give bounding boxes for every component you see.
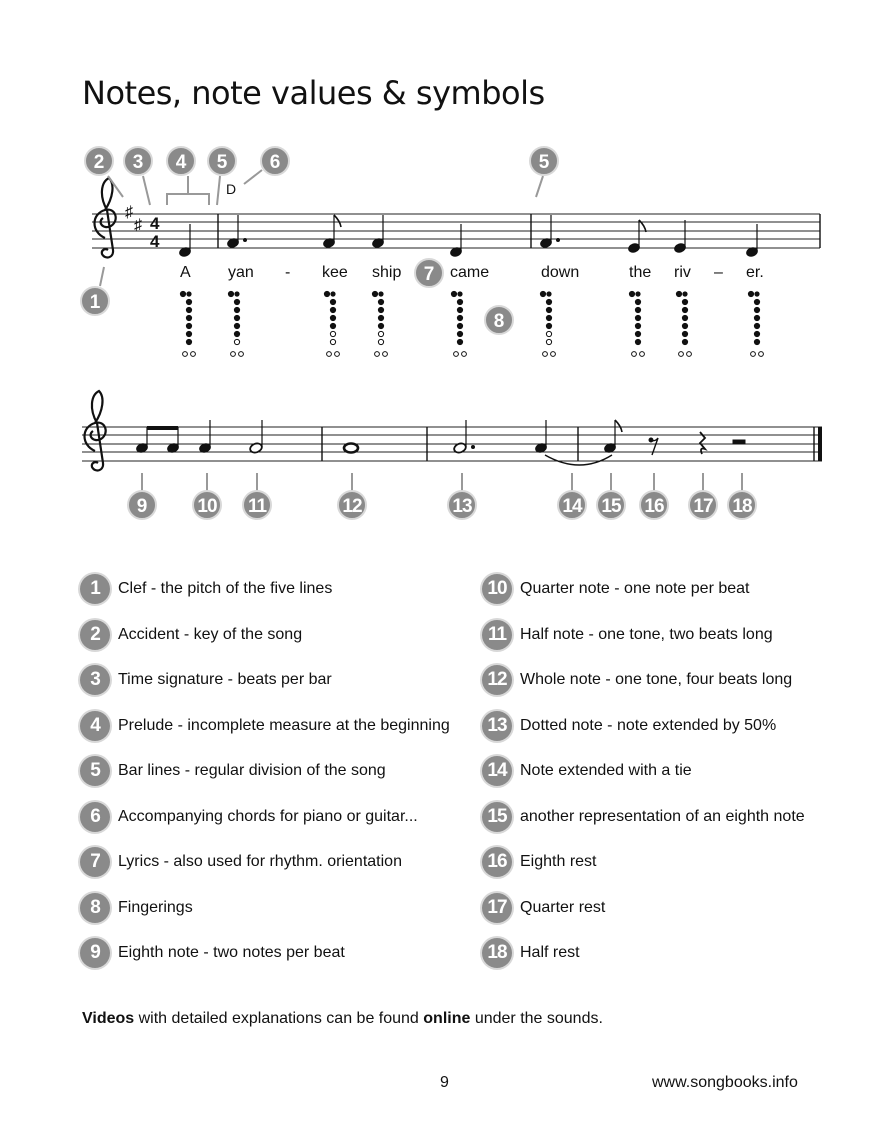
svg-text:15: 15 xyxy=(601,496,621,517)
svg-text:5: 5 xyxy=(216,152,228,173)
svg-text:1: 1 xyxy=(89,292,101,313)
lyric-syllable: ship xyxy=(372,264,402,281)
svg-text:4: 4 xyxy=(175,152,187,173)
legend-text: Quarter note - one note per beat xyxy=(520,580,750,597)
legend-item xyxy=(482,664,792,696)
callout-badge-4 xyxy=(167,147,195,175)
svg-text:17: 17 xyxy=(693,496,713,517)
svg-text:♯: ♯ xyxy=(125,204,133,221)
legend-item xyxy=(80,664,332,696)
callout-badge-5b xyxy=(530,147,558,175)
lyric-syllable: riv xyxy=(674,264,691,281)
note-quarter-tied xyxy=(534,420,547,454)
legend-item xyxy=(80,755,386,787)
number-badge: 8 xyxy=(80,893,110,923)
callout-badge-11 xyxy=(243,491,271,519)
staff-2-callouts xyxy=(128,491,756,519)
fingering-chart xyxy=(228,291,243,356)
legend-item xyxy=(482,619,773,651)
number-badge: 17 xyxy=(482,893,512,923)
legend-text: Eighth note - two notes per beat xyxy=(118,944,345,961)
svg-text:4: 4 xyxy=(150,214,160,233)
number-badge: 7 xyxy=(80,847,110,877)
legend-item xyxy=(80,619,302,651)
number-badge: 4 xyxy=(80,711,110,741)
lyric-syllable: the xyxy=(629,264,652,281)
callout-badge-6 xyxy=(261,147,289,175)
page-number: 9 xyxy=(440,1074,449,1091)
svg-text:♯: ♯ xyxy=(134,217,142,234)
legend-text: Accompanying chords for piano or guitar... xyxy=(118,808,418,825)
callout-badge-1 xyxy=(81,287,109,315)
legend-item xyxy=(482,892,605,924)
lyric-syllable: er. xyxy=(746,264,764,281)
number-badge: 14 xyxy=(482,756,512,786)
legend-text: Prelude - incomplete measure at the beginning xyxy=(118,717,450,734)
lyric-syllable: kee xyxy=(322,264,348,281)
legend-text: Eighth rest xyxy=(520,853,597,870)
legend-item xyxy=(80,937,345,969)
fingering-chart xyxy=(540,291,555,356)
note-eighth xyxy=(322,215,341,249)
legend-item xyxy=(80,846,402,878)
staff-2 xyxy=(82,391,822,519)
svg-text:18: 18 xyxy=(732,496,752,517)
svg-text:6: 6 xyxy=(269,152,281,173)
svg-text:16: 16 xyxy=(644,496,664,517)
legend-text: Lyrics - also used for rhythm. orientation xyxy=(118,853,402,870)
callout-badge-12 xyxy=(338,491,366,519)
svg-text:9: 9 xyxy=(136,496,148,517)
svg-text:2: 2 xyxy=(93,152,105,173)
fingering-chart xyxy=(324,291,339,356)
fingering-chart xyxy=(748,291,763,356)
legend-text: Half note - one tone, two beats long xyxy=(520,626,773,643)
legend-text: Fingerings xyxy=(118,899,193,916)
number-badge: 3 xyxy=(80,665,110,695)
lyrics-line xyxy=(180,264,764,281)
svg-text:10: 10 xyxy=(197,496,217,517)
chord-symbol: D xyxy=(226,181,237,197)
callout-badge-7 xyxy=(415,259,443,287)
note-dotted-half xyxy=(453,420,475,454)
svg-text:13: 13 xyxy=(452,496,472,517)
page-title: Notes, note values & symbols xyxy=(82,74,545,112)
legend-item xyxy=(80,710,450,742)
callout-badge-13 xyxy=(448,491,476,519)
footnote xyxy=(82,1010,603,1028)
legend-item xyxy=(80,892,193,924)
staff-1 xyxy=(81,147,820,356)
number-badge: 11 xyxy=(482,620,512,650)
legend-text: Whole note - one tone, four beats long xyxy=(520,671,793,688)
legend-text: Dotted note - note extended by 50% xyxy=(520,717,777,734)
callout-badge-17 xyxy=(689,491,717,519)
lyric-syllable: - xyxy=(285,264,291,281)
number-badge: 1 xyxy=(80,574,110,604)
fingering-chart xyxy=(629,291,644,356)
number-badge: 16 xyxy=(482,847,512,877)
lyric-syllable: – xyxy=(714,264,723,281)
svg-text:12: 12 xyxy=(342,496,362,517)
website-url: www.songbooks.info xyxy=(652,1074,798,1091)
number-badge: 12 xyxy=(482,665,512,695)
svg-text:8: 8 xyxy=(493,311,505,332)
legend-item xyxy=(482,573,749,605)
svg-text:14: 14 xyxy=(562,496,582,517)
number-badge: 9 xyxy=(80,938,110,968)
fingering-chart xyxy=(676,291,691,356)
note-whole xyxy=(344,444,358,453)
number-badge: 13 xyxy=(482,711,512,741)
svg-text:5: 5 xyxy=(538,152,550,173)
note-eighth-pair xyxy=(135,427,179,454)
callout-badge-15 xyxy=(597,491,625,519)
lyric-syllable: A xyxy=(180,264,191,281)
legend-text: Time signature - beats per bar xyxy=(118,671,332,688)
fingering-chart xyxy=(372,291,387,356)
callout-badge-5 xyxy=(208,147,236,175)
svg-text:11: 11 xyxy=(247,496,267,517)
fingering-chart xyxy=(451,291,466,356)
legend-item xyxy=(482,801,805,833)
callout-badge-3 xyxy=(124,147,152,175)
legend-item xyxy=(482,710,776,742)
callout-badge-14 xyxy=(558,491,586,519)
number-badge: 18 xyxy=(482,938,512,968)
fingering-chart xyxy=(180,291,195,356)
note-half xyxy=(249,420,263,454)
footnote-text-end: under the sounds. xyxy=(470,1010,603,1027)
legend-text: Quarter rest xyxy=(520,899,606,916)
fingering-charts xyxy=(180,291,763,356)
legend-item xyxy=(482,937,580,969)
callout-badge-18 xyxy=(728,491,756,519)
staff-1-notes xyxy=(178,215,758,258)
number-badge: 6 xyxy=(80,802,110,832)
callout-badge-8 xyxy=(485,306,513,334)
svg-text:4: 4 xyxy=(150,232,160,251)
half-rest-icon xyxy=(733,440,745,444)
lyric-syllable: came xyxy=(450,264,490,281)
note-quarter xyxy=(449,224,462,258)
staff-2-lines xyxy=(82,427,822,461)
legend-text: Accident - key of the song xyxy=(118,626,303,643)
legend-text: Bar lines - regular division of the song xyxy=(118,762,386,779)
staff-2-leader-lines xyxy=(142,473,742,492)
treble-clef-icon xyxy=(85,391,106,470)
note-quarter xyxy=(745,224,758,258)
note-quarter xyxy=(178,224,191,258)
legend-text: Clef - the pitch of the five lines xyxy=(118,580,333,597)
legend-text: another representation of an eighth note xyxy=(520,808,805,825)
callout-badge-16 xyxy=(640,491,668,519)
legend-item xyxy=(482,846,596,878)
svg-text:3: 3 xyxy=(132,152,144,173)
callout-badge-10 xyxy=(193,491,221,519)
note-dotted-quarter xyxy=(539,215,559,249)
note-quarter xyxy=(673,220,686,254)
svg-text:7: 7 xyxy=(423,264,435,285)
note-eighth-tied xyxy=(603,420,622,454)
number-badge: 10 xyxy=(482,574,512,604)
note-quarter xyxy=(371,215,384,249)
footnote-text: with detailed explanations can be found xyxy=(134,1010,424,1027)
footnote-bold-online: online xyxy=(423,1010,471,1027)
lyric-syllable: yan xyxy=(228,264,254,281)
legend-text: Note extended with a tie xyxy=(520,762,692,779)
key-signature-sharps-icon xyxy=(125,204,142,234)
music-notation-figure xyxy=(0,0,869,560)
number-badge: 5 xyxy=(80,756,110,786)
footnote-bold-videos: Videos xyxy=(82,1010,135,1027)
time-signature-icon xyxy=(150,214,160,251)
note-eighth xyxy=(627,220,646,254)
note-dotted-quarter xyxy=(226,215,246,249)
lyric-syllable: down xyxy=(541,264,580,281)
number-badge: 15 xyxy=(482,802,512,832)
treble-clef-icon xyxy=(95,178,116,257)
number-badge: 2 xyxy=(80,620,110,650)
legend-item xyxy=(482,755,692,787)
legend-item xyxy=(80,573,332,605)
legend-text: Half rest xyxy=(520,944,580,961)
callout-badge-9 xyxy=(128,491,156,519)
note-quarter xyxy=(198,420,211,454)
callout-badge-2 xyxy=(85,147,113,175)
staff-1-lines xyxy=(92,214,820,248)
legend-item xyxy=(80,801,418,833)
